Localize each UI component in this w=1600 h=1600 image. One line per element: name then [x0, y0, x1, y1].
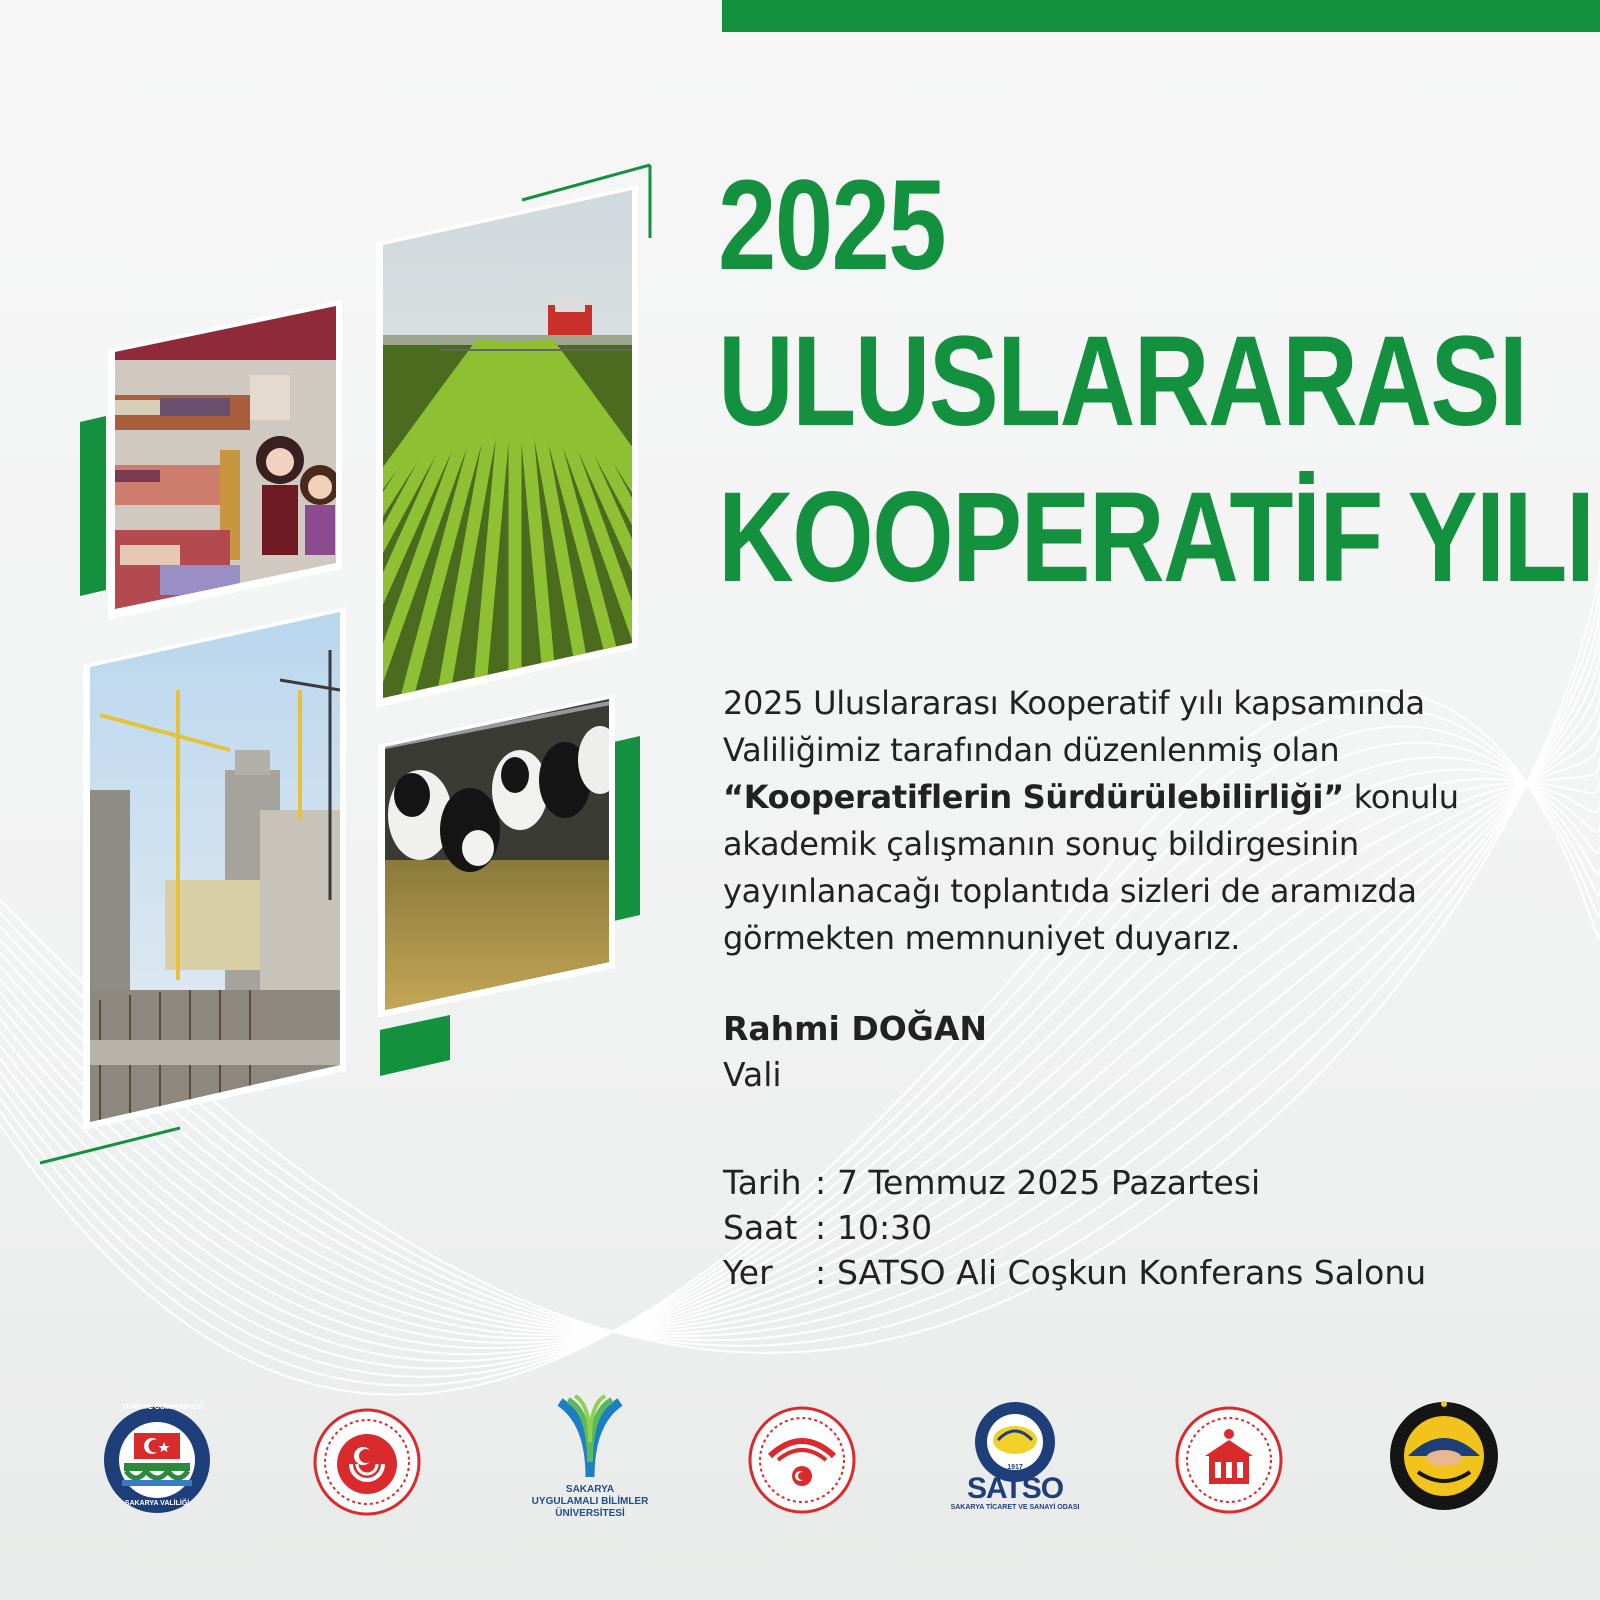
valilik-bottom-text: SAKARYA VALİLİĞİ	[124, 1500, 190, 1507]
place-value: SATSO Ali Coşkun Konferans Salonu	[837, 1253, 1427, 1292]
topic-title: “Kooperatiflerin Sürdürülebilirliği”	[723, 778, 1344, 816]
event-time-row	[723, 1205, 1426, 1250]
subu-caption-line1: SAKARYA	[565, 1484, 615, 1495]
subu-caption	[515, 1484, 665, 1520]
signer-role: Vali	[723, 1055, 782, 1094]
date-label: Tarih	[723, 1163, 802, 1202]
title-line-cooperative-year: KOOPERATİF YILI	[718, 466, 1594, 609]
time-separator: :	[815, 1208, 827, 1247]
event-place-row	[723, 1250, 1426, 1295]
date-separator: :	[815, 1163, 827, 1202]
top-accent-bar	[722, 0, 1600, 32]
subu-caption-line2: UYGULAMALI BİLİMLER	[531, 1496, 649, 1507]
green-accent-right	[614, 736, 640, 921]
signer-name: Rahmi DOĞAN	[723, 1009, 988, 1048]
date-value: 7 Temmuz 2025 Pazartesi	[837, 1163, 1261, 1202]
event-details	[723, 1160, 1426, 1295]
title-line-year: 2025	[718, 154, 945, 297]
body-line: akademik çalışmanın sonuç bildirgesinin	[723, 825, 1359, 863]
environment-ministry-logo	[1175, 1406, 1283, 1514]
valilik-top-text: TÜRKİYE CUMHURİYETİ	[122, 1404, 204, 1411]
body-line: yayınlanacağı toplantıda sizleri de aramızda	[723, 872, 1417, 910]
green-accent-left	[80, 416, 106, 596]
subu-logo	[550, 1392, 630, 1482]
satso-wordmark: SATSO	[966, 1472, 1064, 1505]
title-line-international: ULUSLARARASI	[718, 310, 1527, 453]
body-line	[723, 774, 1523, 821]
photo-collage	[0, 0, 700, 1200]
time-value: 10:30	[837, 1208, 933, 1247]
subu-caption-line3: ÜNİVERSİTESİ	[555, 1508, 625, 1519]
invitation-text	[723, 680, 1523, 962]
cooperative-emblem-logo	[1388, 1400, 1500, 1512]
satso-subtitle: SAKARYA TİCARET VE SANAYİ ODASI	[950, 1504, 1080, 1511]
partner-logos	[90, 1400, 1510, 1550]
body-line: 2025 Uluslararası Kooperatif yılı kapsamında	[723, 684, 1425, 722]
body-line: görmekten memnuniyet duyarız.	[723, 919, 1241, 957]
event-title	[718, 148, 1594, 616]
satso-year: 1917	[1007, 1464, 1023, 1471]
construction-photo	[80, 600, 350, 1140]
sakarya-valiligi-logo	[102, 1405, 212, 1515]
green-line-bottom	[40, 1128, 180, 1163]
place-label: Yer	[723, 1253, 773, 1292]
agriculture-ministry-logo	[748, 1406, 856, 1514]
place-separator: :	[815, 1253, 827, 1292]
event-date-row	[723, 1160, 1426, 1205]
signer-block	[723, 1006, 987, 1098]
green-accent-bottom	[380, 1015, 450, 1076]
body-line: Valiliğimiz tarafından düzenlenmiş olan	[723, 731, 1340, 769]
trade-ministry-logo	[313, 1408, 421, 1516]
time-label: Saat	[723, 1208, 798, 1247]
body-line-rest: konulu	[1343, 778, 1459, 816]
